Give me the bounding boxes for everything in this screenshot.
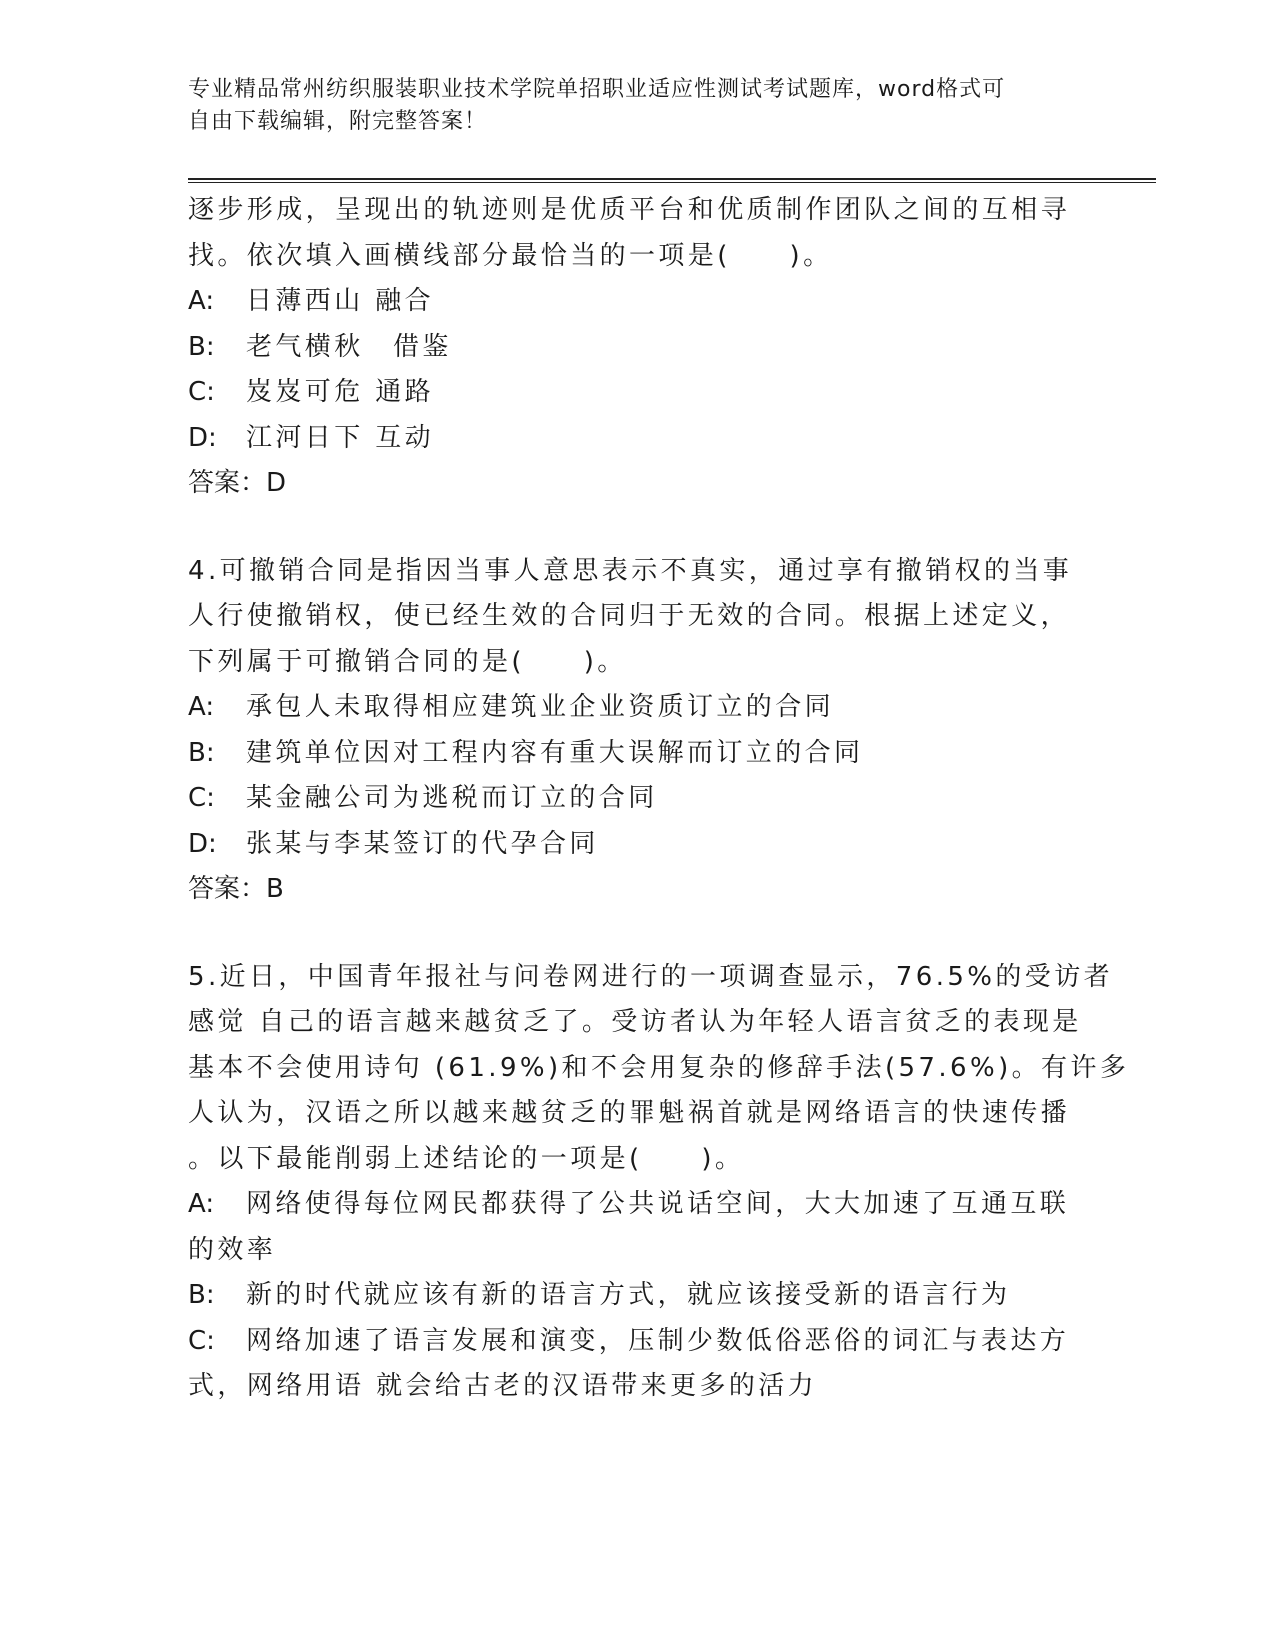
option-a xyxy=(188,685,1088,731)
header-line-2: 自由下载编辑，附完整答案！ xyxy=(188,109,488,134)
question-text-line: 基本不会使用诗句 (61.9%)和不会用复杂的修辞手法(57.6%)。有许多 xyxy=(188,1052,1130,1083)
spacer xyxy=(188,507,1088,549)
option-b xyxy=(188,325,1088,371)
question-text-line: 。以下最能削弱上述结论的一项是( )。 xyxy=(188,1143,745,1174)
option-key: B: xyxy=(188,331,215,362)
option-key: D: xyxy=(188,828,217,859)
option-key: A: xyxy=(188,1189,215,1219)
option-text: 网络加速了语言发展和演变，压制少数低俗恶俗的词汇与表达方 xyxy=(246,1325,1070,1356)
option-key: C: xyxy=(188,1325,215,1356)
spacer xyxy=(188,913,1088,955)
answer-line: 答案：B xyxy=(188,874,284,904)
option-key: D: xyxy=(188,422,217,453)
option-a xyxy=(188,279,1088,325)
question-5 xyxy=(188,955,1130,1410)
option-text: 网络使得每位网民都获得了公共说话空间，大大加速了互通互联 xyxy=(246,1189,1070,1219)
option-text: 新的时代就应该有新的语言方式，就应该接受新的语言行为 xyxy=(246,1280,1011,1310)
header-rule-thin xyxy=(188,182,1156,183)
question-text-line: 找。依次填入画横线部分最恰当的一项是( )。 xyxy=(188,240,833,271)
document-body xyxy=(188,188,1130,1410)
option-c xyxy=(188,1319,1088,1365)
question-text-line: 感觉 自己的语言越来越贫乏了。受访者认为年轻人语言贫乏的表现是 xyxy=(188,1007,1082,1037)
option-key: B: xyxy=(188,737,215,768)
option-key: A: xyxy=(188,286,215,316)
answer-line: 答案：D xyxy=(188,468,287,498)
option-text: 某金融公司为逃税而订立的合同 xyxy=(246,783,658,813)
option-c xyxy=(188,776,1088,822)
option-b xyxy=(188,1273,1088,1319)
question-text-line: 人认为，汉语之所以越来越贫乏的罪魁祸首就是网络语言的快速传播 xyxy=(188,1098,1071,1128)
option-text: 建筑单位因对工程内容有重大误解而订立的合同 xyxy=(246,737,864,768)
option-text: 老气横秋 借鉴 xyxy=(246,331,452,362)
option-text: 岌岌可危 通路 xyxy=(246,377,435,407)
option-key: C: xyxy=(188,377,215,407)
option-text: 日薄西山 融合 xyxy=(246,286,435,316)
question-4 xyxy=(188,549,1088,913)
option-text: 承包人未取得相应建筑业企业资质订立的合同 xyxy=(246,692,835,722)
question-text-line: 人行使撤销权，使已经生效的合同归于无效的合同。根据上述定义， xyxy=(188,601,1071,631)
question-text-line: 5.近日，中国青年报社与问卷网进行的一项调查显示，76.5%的受访者 xyxy=(188,961,1114,992)
header-rule-thick xyxy=(188,178,1156,180)
question-text-line: 下列属于可撤销合同的是( )。 xyxy=(188,646,627,677)
option-d xyxy=(188,416,1088,462)
option-key: C: xyxy=(188,783,215,813)
option-key: B: xyxy=(188,1280,215,1310)
question-text-line: 逐步形成，呈现出的轨迹则是优质平台和优质制作团队之间的互相寻 xyxy=(188,195,1071,225)
option-a xyxy=(188,1182,1088,1228)
option-c xyxy=(188,370,1088,416)
option-b xyxy=(188,731,1088,777)
option-text: 张某与李某签订的代孕合同 xyxy=(246,828,599,859)
header-line-1: 专业精品常州纺织服装职业技术学院单招职业适应性测试考试题库，word格式可 xyxy=(188,77,1006,102)
option-text: 江河日下 互动 xyxy=(246,422,435,453)
option-c-continuation: 式，网络用语 就会给古老的汉语带来更多的活力 xyxy=(188,1371,818,1401)
option-key: A: xyxy=(188,692,215,722)
question-3 xyxy=(188,188,1088,507)
option-a-continuation: 的效率 xyxy=(188,1234,277,1265)
option-d xyxy=(188,822,1088,868)
page-header xyxy=(188,74,1068,138)
question-text-line: 4.可撤销合同是指因当事人意思表示不真实，通过享有撤销权的当事 xyxy=(188,555,1073,586)
